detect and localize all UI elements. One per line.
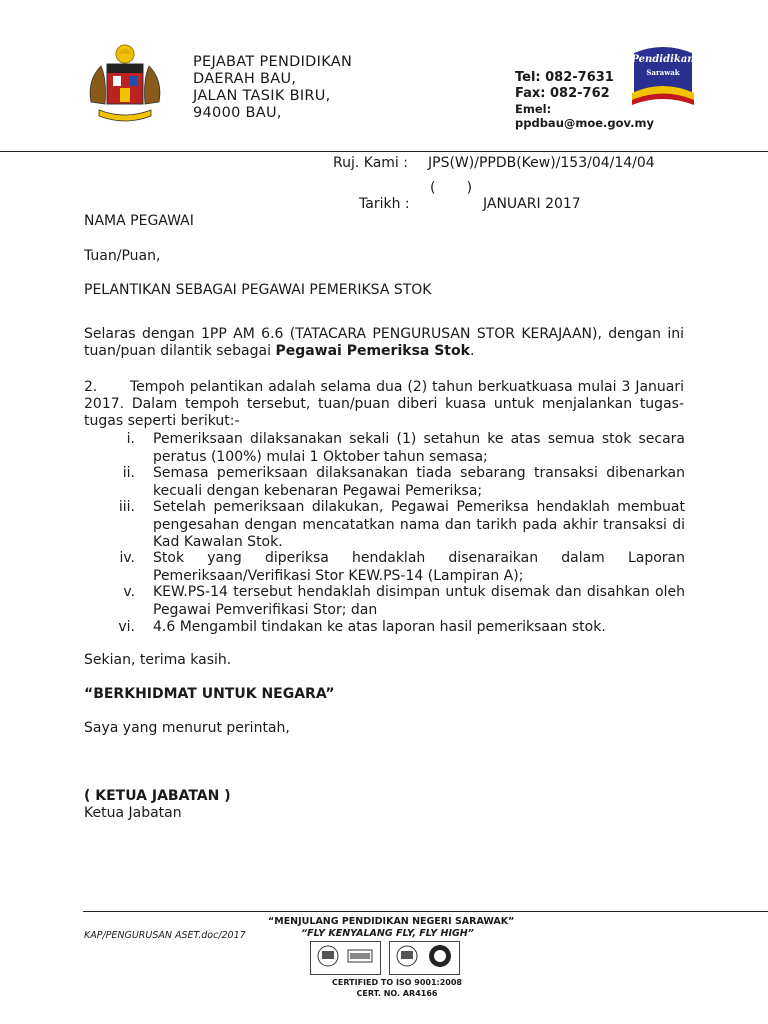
yours-truly: Saya yang menurut perintah,: [84, 720, 290, 736]
signatory-title: Ketua Jabatan: [84, 805, 182, 821]
office-line-2: DAERAH BAU,: [193, 71, 297, 87]
paragraph-2: [84, 379, 684, 430]
cert-no: CERT. NO. AR4166: [356, 989, 438, 998]
doc-reference: KAP/PENGURUSAN ASET.doc/2017: [84, 930, 246, 941]
list-item: [85, 619, 685, 637]
logo-line-2: Sarawak: [646, 68, 680, 77]
header-divider: [0, 151, 768, 152]
office-address: [193, 54, 503, 126]
tarikh-label: Tarikh :: [359, 196, 410, 212]
list-num: iv.: [119, 550, 135, 566]
tel: Tel: 082-7631: [515, 70, 614, 85]
subject: PELANTIKAN SEBAGAI PEGAWAI PEMERIKSA STOK: [84, 282, 432, 298]
list-text: Setelah pemeriksaan dilakukan, Pegawai Pemeriksa hendaklah membuat pengesahan dengan mencatatkan nama dan tarikh pada akhir transaksi di Kad Kawalan Stok.: [153, 499, 685, 550]
list-num: iii.: [118, 499, 135, 515]
list-text: KEW.PS-14 tersebut hendaklah disimpan untuk disemak dan disahkan oleh Pegawai Pemverifikasi Stor; dan: [153, 584, 685, 618]
certification-badges: [310, 941, 460, 975]
para2-text: Tempoh pelantikan adalah selama dua (2) tahun berkuatkuasa mulai 3 Januari 2017. Dalam tempoh tersebut, tuan/puan diberi kuasa untuk menjalankan tugas-tugas seperti berikut:-: [84, 379, 684, 429]
ruj-bracket: ( ): [430, 180, 473, 196]
office-line-1: PEJABAT PENDIDIKAN: [193, 54, 353, 70]
list-item: [85, 499, 685, 553]
list-item: [85, 584, 685, 620]
fax: Fax: 082-762: [515, 86, 610, 101]
list-num: vi.: [118, 619, 135, 635]
list-num: ii.: [122, 465, 135, 481]
list-num: v.: [123, 584, 135, 600]
office-line-4: 94000 BAU,: [193, 105, 282, 121]
para1-text: Selaras dengan 1PP AM 6.6 (TATACARA PENGURUSAN STOR KERAJAAN), dengan ini tuan/puan dilantik sebagai: [84, 326, 684, 359]
footer-slogan-2: “FLY KENYALANG FLY, FLY HIGH”: [301, 928, 474, 939]
ruj-value: JPS(W)/PPDB(Kew)/153/04/14/04: [428, 155, 655, 171]
paragraph-1: [84, 326, 684, 360]
logo-line-1: Pendidikan: [631, 54, 695, 65]
para1-end: .: [469, 343, 475, 359]
para1-bold: Pegawai Pemeriksa Stok: [275, 343, 470, 359]
recipient: NAMA PEGAWAI: [84, 213, 194, 229]
motto: “BERKHIDMAT UNTUK NEGARA”: [84, 686, 335, 702]
list-text: Pemeriksaan dilaksanakan sekali (1) setahun ke atas semua stok secara peratus (100%) mulai 1 Oktober tahun semasa;: [153, 431, 685, 465]
list-text: 4.6 Mengambil tindakan ke atas laporan hasil pemeriksaan stok.: [153, 619, 606, 635]
list-item: [85, 431, 685, 467]
list-text: Stok yang diperiksa hendaklah disenaraikan dalam Laporan Pemeriksaan/Verifikasi Stor KEW.PS-14 (Lampiran A);: [153, 550, 685, 584]
list-item: [85, 465, 685, 501]
footer-divider: [83, 911, 768, 912]
email: ppdbau@moe.gov.my: [515, 116, 654, 130]
email-label: Emel:: [515, 102, 552, 116]
list-item: [85, 550, 685, 586]
ruj-label: Ruj. Kami :: [333, 155, 408, 171]
tarikh-value: JANUARI 2017: [483, 196, 581, 212]
contact-block: [515, 70, 654, 130]
salutation: Tuan/Puan,: [84, 248, 161, 264]
signatory: ( KETUA JABATAN ): [84, 788, 231, 804]
para2-num: 2.: [84, 379, 98, 395]
list-text: Semasa pemeriksaan dilaksanakan tiada sebarang transaksi dibenarkan kecuali dengan kebenaran Pegawai Pemeriksa;: [153, 465, 685, 499]
office-line-3: JALAN TASIK BIRU,: [193, 88, 331, 104]
crest-logo: [85, 40, 165, 124]
list-num: i.: [126, 431, 135, 447]
closing: Sekian, terima kasih.: [84, 652, 232, 668]
footer-slogan-1: “MENJULANG PENDIDIKAN NEGERI SARAWAK”: [268, 916, 515, 927]
cert-iso: CERTIFIED TO ISO 9001:2008: [332, 978, 462, 987]
pendidikan-sarawak-logo: [630, 45, 696, 107]
